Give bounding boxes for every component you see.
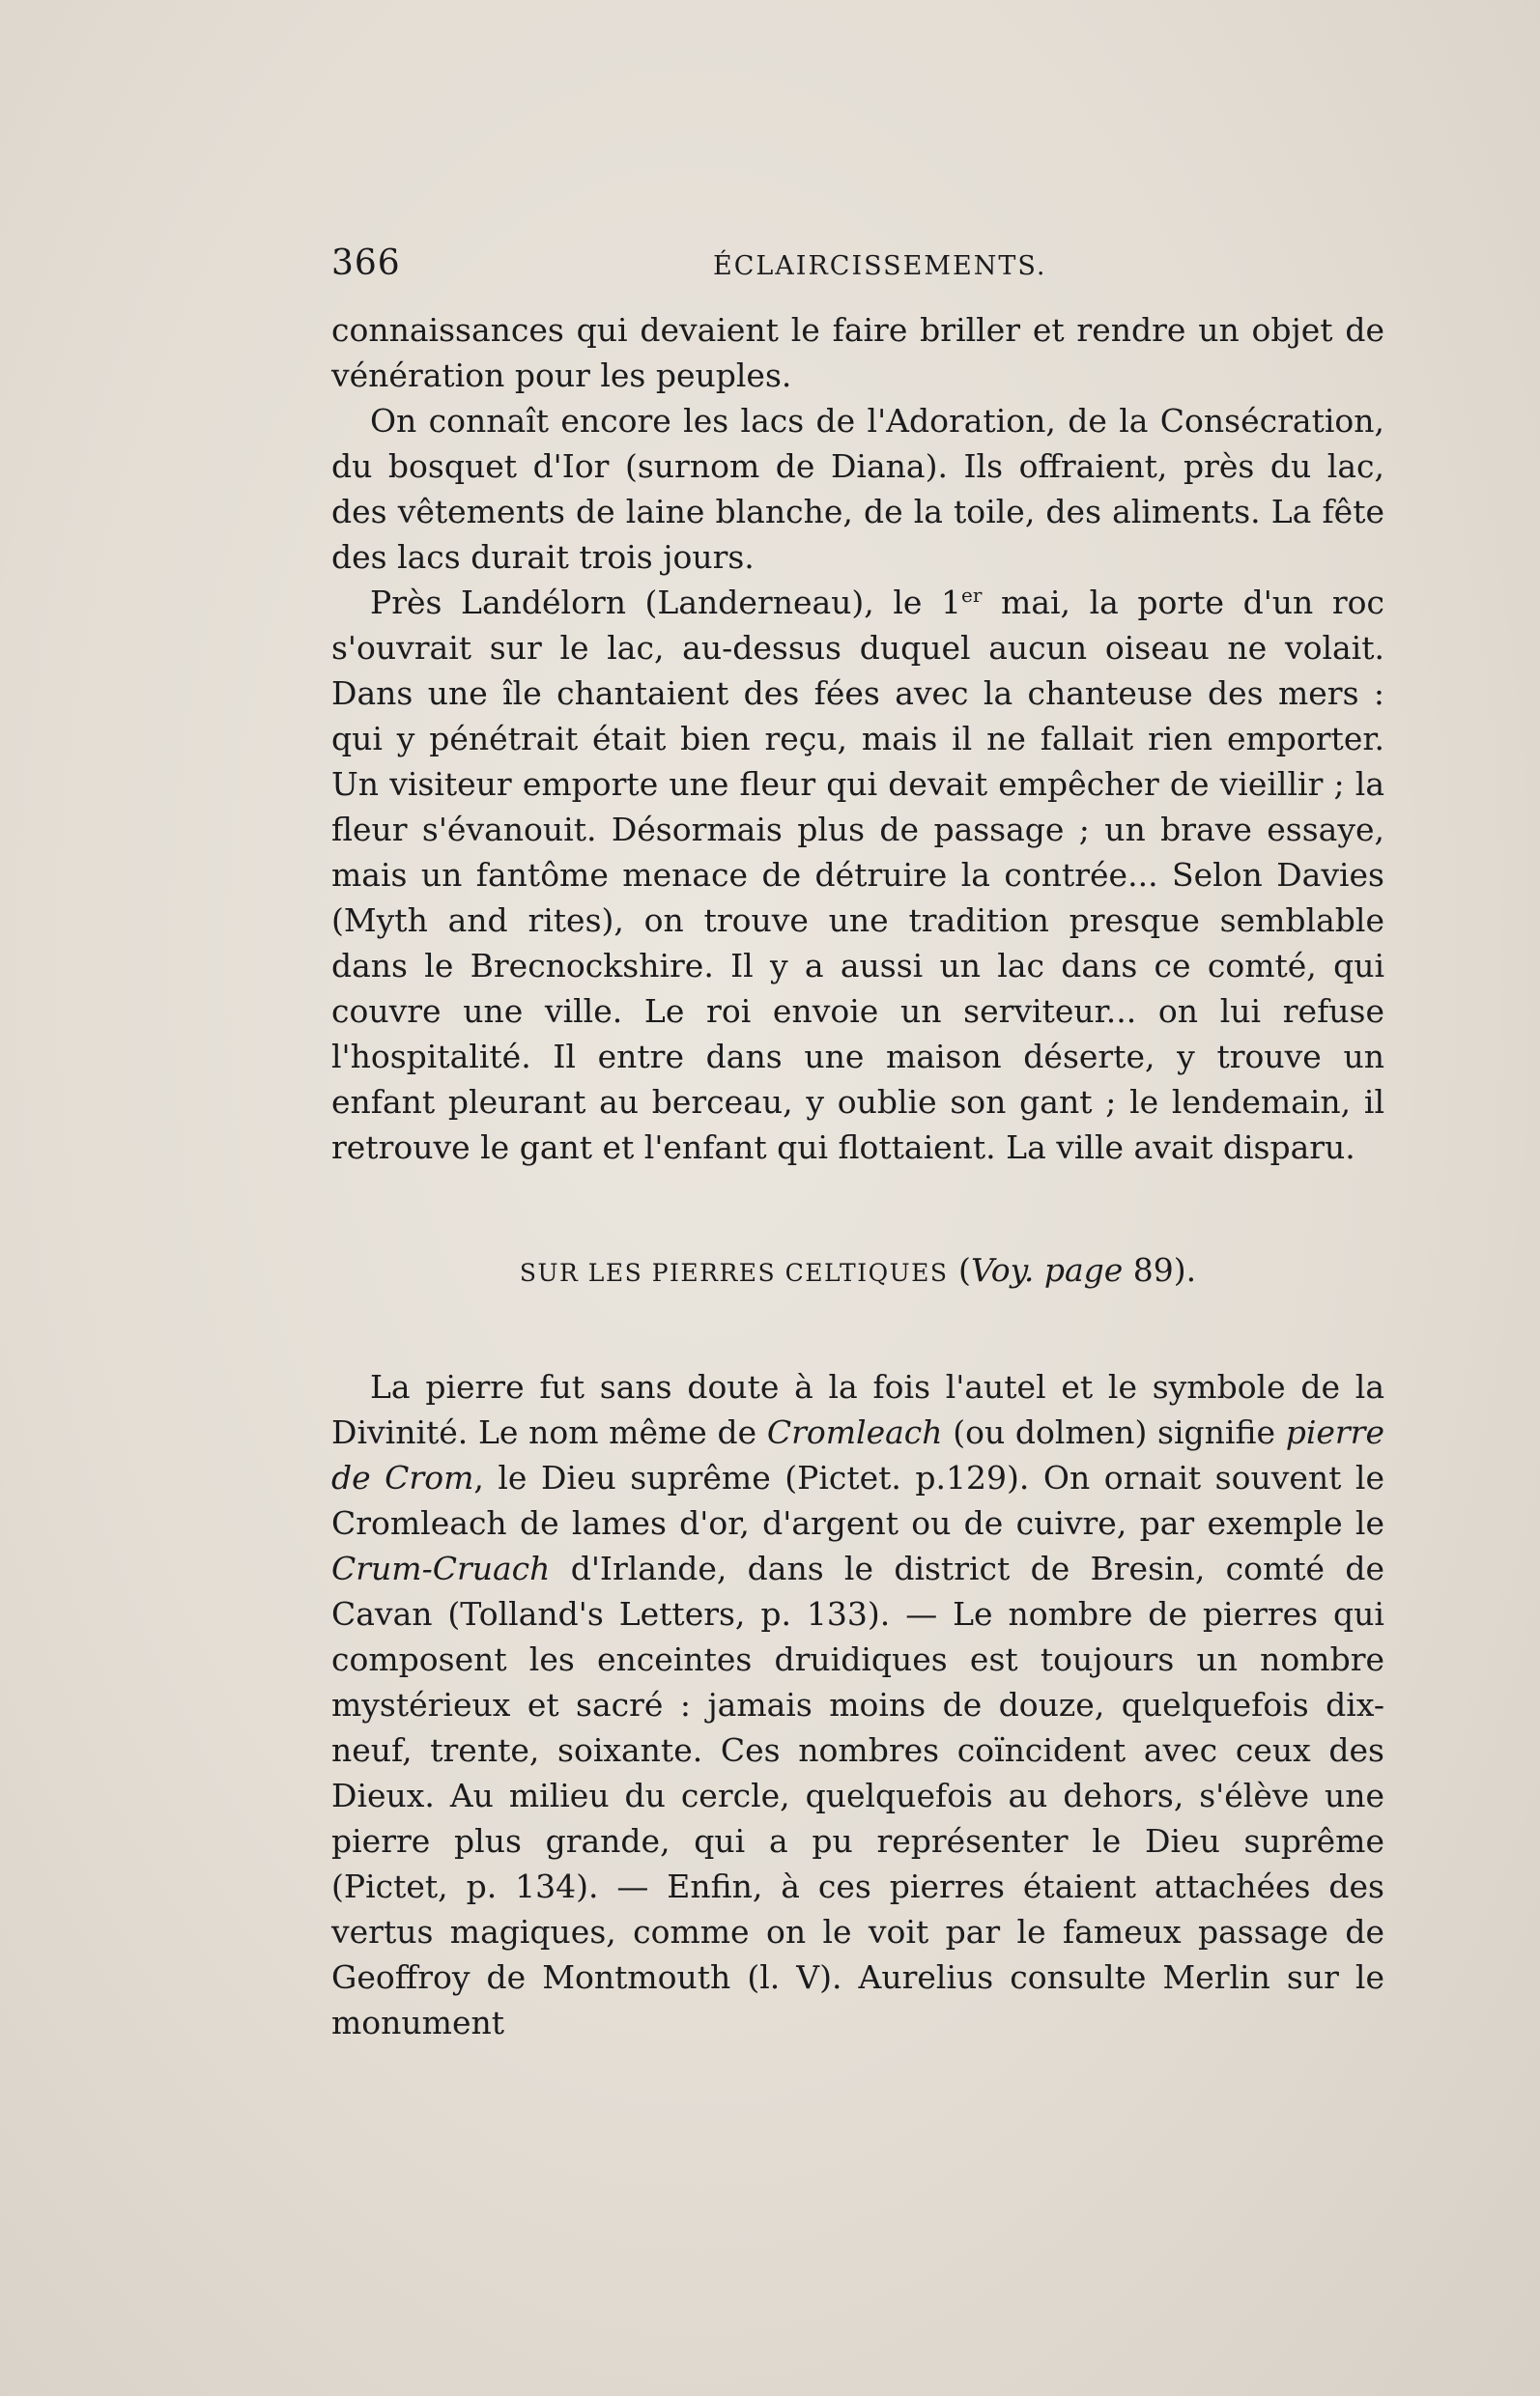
paragraph-stones-text-1: La pierre fut sans doute à la fois l'autel et le symbole de la Divinité. Le nom même de — [331, 1368, 1384, 1451]
running-head — [331, 243, 1384, 292]
page-number: 366 — [331, 243, 401, 283]
running-title: ÉCLAIRCISSEMENTS. — [713, 251, 1047, 281]
section-heading-ref-close: 89). — [1123, 1251, 1197, 1289]
paragraph-stones-text-4: d'Irlande, dans le district de Bresin, comté de Cavan (Tolland's Letters, p. 133). — Le nombre de pierres qui composent les enceintes druidiques est toujours un nombre mystérieux et sacré : jamais moins de douze, quelquefois dix-neuf, trente, soixante. Ces nombres coïncident avec ceux des Dieux. Au milieu du cercle, quelquefois au dehors, s'élève une pierre plus grande, qui a pu représenter le Dieu suprême (Pictet, p. 134). — Enfin, à ces pierres étaient attachées des vertus magiques, comme on le voit par le fameux passage de Geoffroy de Montmouth (l. V). Aurelius consulte Merlin sur le monument — [331, 1550, 1384, 2041]
paragraph-landelorn-rest: mai, la porte d'un roc s'ouvrait sur le lac, au-dessus duquel aucun oiseau ne volait. Dans une île chantaient des fées avec la chanteuse des mers : qui y pénétrait était bien reçu, mais il ne fallait rien emporter. Un visiteur emporte une fleur qui devait empêcher de vieillir ; la fleur s'évanouit. Désormais plus de passage ; un brave essaye, mais un fantôme menace de détruire la contrée... Selon Davies (Myth and rites), on trouve une tradition presque semblable dans le Brecnockshire. Il y a aussi un lac dans ce comté, qui couvre une ville. Le roi envoie un serviteur... on lui refuse l'hospitalité. Il entre dans une maison déserte, y trouve un enfant pleurant au berceau, y oublie son gant ; le lendemain, il retrouve le gant et l'enfant qui flottaient. La ville avait disparu. — [331, 584, 1384, 1166]
section-heading — [331, 1251, 1384, 1289]
section-heading-title: SUR LES PIERRES CELTIQUES — [519, 1259, 949, 1287]
paragraph-landelorn-start: Près Landélorn (Landerneau), le 1 — [370, 584, 962, 621]
body-text-top — [331, 307, 1384, 1170]
paragraph-continuation: connaissances qui devaient le faire briller et rendre un objet de vénération pour les peuples. — [331, 311, 1384, 394]
section-heading-ref-italic: Voy. page — [970, 1251, 1124, 1289]
paragraph-lakes: On connaît encore les lacs de l'Adoration, de la Consécration, du bosquet d'Ior (surnom de Diana). Ils offraient, près du lac, des vêtements de laine blanche, de la toile, des aliments. La fête des lacs durait trois jours. — [331, 402, 1384, 576]
term-crum-cruach: Crum-Cruach — [331, 1550, 551, 1587]
paragraph-stones-text-2: (ou dolmen) signifie — [942, 1413, 1286, 1451]
term-cromleach: Cromleach — [766, 1413, 943, 1451]
paragraph-stones-text-3: , le Dieu suprême (Pictet. p.129). On ornait souvent le Cromleach de lames d'or, d'argent ou de cuivre, par exemple le — [331, 1459, 1384, 1542]
paragraph-landelorn — [331, 580, 1384, 1170]
section-heading-ref-open: ( — [948, 1251, 971, 1289]
paragraph-stones — [331, 1364, 1384, 2045]
body-text-bottom — [331, 1364, 1384, 2045]
ordinal-superscript: er — [961, 584, 983, 607]
term-pierre-de-crom: pierre de Crom — [331, 1413, 1384, 1497]
